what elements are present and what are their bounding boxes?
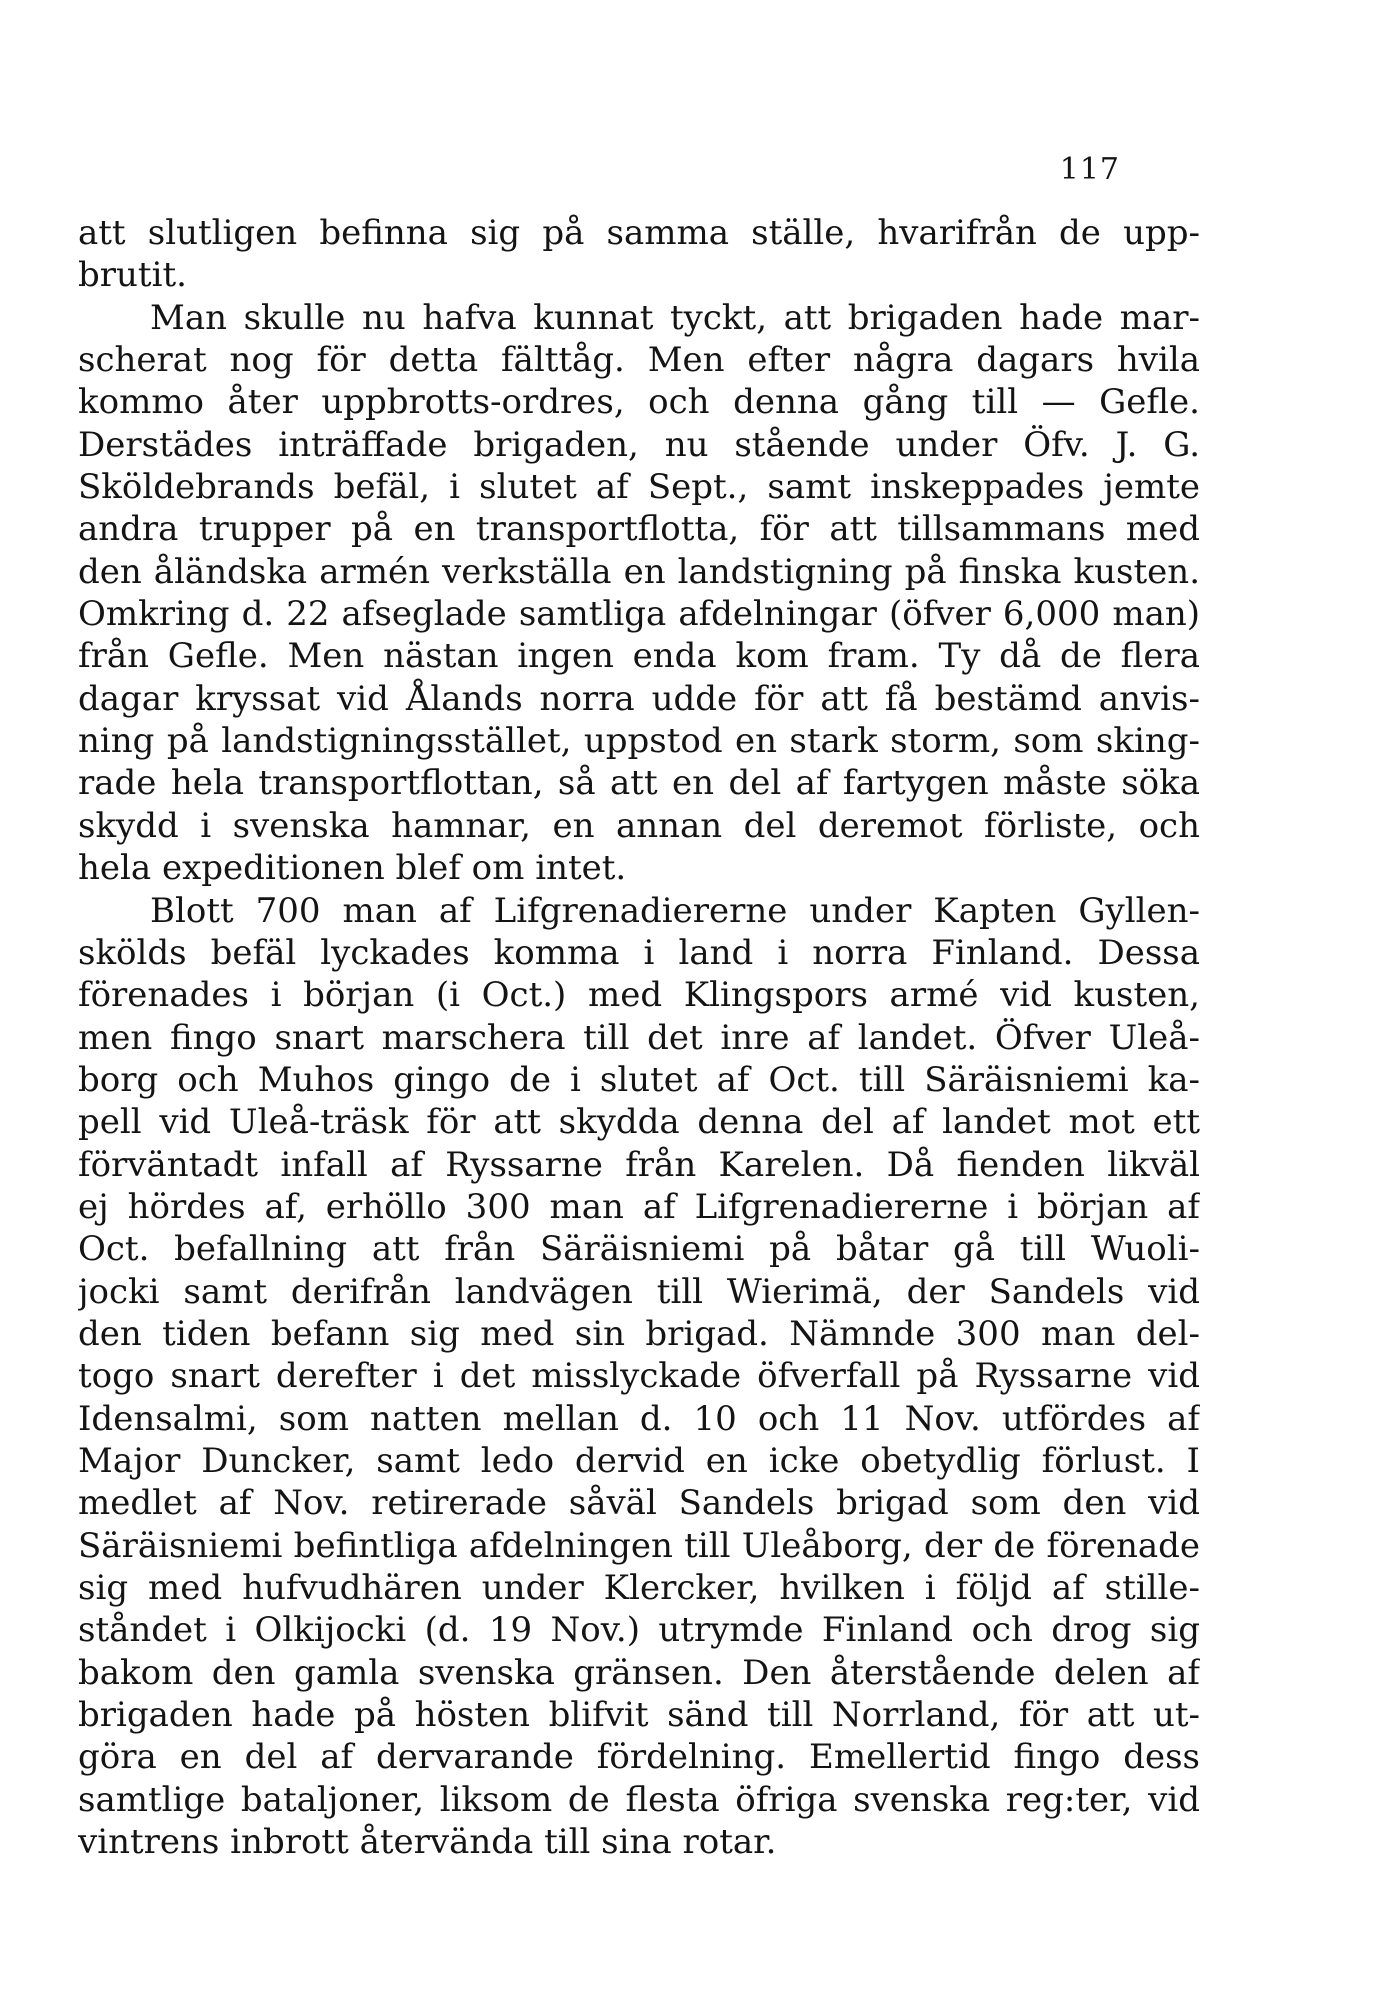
text-line: rade hela transportflottan, så att en del af fartygen måste söka <box>78 763 1200 804</box>
text-line: jocki samt derifrån landvägen till Wierimä, der Sandels vid <box>78 1271 1200 1312</box>
text-line: dagar kryssat vid Ålands norra udde för att få bestämd anvis- <box>78 678 1200 719</box>
text-line: vintrens inbrott återvända till sina rotar. <box>78 1822 777 1863</box>
text-line: medlet af Nov. retirerade såväl Sandels brigad som den vid <box>78 1483 1200 1524</box>
text-line: förenades i början (i Oct.) med Klingspors armé vid kusten, <box>78 975 1200 1016</box>
text-line: ning på landstigningsstället, uppstod en stark storm, som sking- <box>78 721 1200 762</box>
text-line: men fingo snart marschera till det inre af landet. Öfver Uleå- <box>78 1017 1200 1058</box>
text-line: Sköldebrands befäl, i slutet af Sept., samt inskeppades jemte <box>78 467 1200 508</box>
text-line: Idensalmi, som natten mellan d. 10 och 11 Nov. utfördes af <box>78 1398 1200 1439</box>
text-line: den tiden befann sig med sin brigad. Nämnde 300 man del- <box>78 1313 1200 1354</box>
text-line: brutit. <box>78 255 187 296</box>
text-line: skydd i svenska hamnar, en annan del deremot förliste, och <box>78 805 1200 846</box>
text-line: Blott 700 man af Lifgrenadiererne under Kapten Gyllen- <box>150 890 1200 931</box>
text-line: bakom den gamla svenska gränsen. Den återstående delen af <box>78 1652 1200 1693</box>
text-line: togo snart derefter i det misslyckade öfverfall på Ryssarne vid <box>78 1356 1200 1397</box>
body-text <box>78 212 1200 1863</box>
text-line: hela expeditionen blef om intet. <box>78 848 627 889</box>
text-line: skölds befäl lyckades komma i land i norra Finland. Dessa <box>78 932 1200 973</box>
text-line: borg och Muhos gingo de i slutet af Oct. till Säräisniemi ka- <box>78 1059 1200 1100</box>
text-line: göra en del af dervarande fördelning. Emellertid fingo dess <box>78 1737 1200 1778</box>
text-line: Säräisniemi befintliga afdelningen till Uleåborg, der de förenade <box>78 1525 1200 1566</box>
text-line: förväntadt infall af Ryssarne från Karelen. Då fienden likväl <box>78 1144 1200 1185</box>
text-line: Omkring d. 22 afseglade samtliga afdelningar (öfver 6,000 man) <box>78 594 1200 635</box>
text-line: kommo åter uppbrotts-ordres, och denna gång till — Gefle. <box>78 382 1200 423</box>
text-line: Derstädes inträffade brigaden, nu stående under Öfv. J. G. <box>78 424 1200 465</box>
text-line: Major Duncker, samt ledo dervid en icke obetydlig förlust. I <box>78 1440 1200 1481</box>
text-line: ej hördes af, erhöllo 300 man af Lifgrenadiererne i början af <box>78 1186 1200 1227</box>
text-line: den åländska armén verkställa en landstigning på finska kusten. <box>78 551 1200 592</box>
text-line: scherat nog för detta fälttåg. Men efter några dagars hvila <box>78 340 1200 381</box>
text-line: ståndet i Olkijocki (d. 19 Nov.) utrymde Finland och drog sig <box>78 1610 1200 1651</box>
text-line: sig med hufvudhären under Klercker, hvilken i följd af stille- <box>78 1568 1200 1608</box>
text-line: att slutligen befinna sig på samma ställe, hvarifrån de upp- <box>78 213 1200 253</box>
text-line: samtlige bataljoner, liksom de flesta öfriga svenska reg:ter, vid <box>78 1779 1200 1820</box>
text-line: Oct. befallning att från Säräisniemi på båtar gå till Wuoli- <box>78 1229 1200 1270</box>
text-line: brigaden hade på hösten blifvit sänd till Norrland, för att ut- <box>78 1695 1200 1736</box>
text-line: Man skulle nu hafva kunnat tyckt, att brigaden hade mar- <box>150 297 1200 338</box>
page-number: 117 <box>1059 152 1120 187</box>
text-line: från Gefle. Men nästan ingen enda kom fram. Ty då de flera <box>78 636 1200 677</box>
text-line: pell vid Uleå-träsk för att skydda denna del af landet mot ett <box>78 1102 1200 1143</box>
text-line: andra trupper på en transportflotta, för att tillsammans med <box>78 509 1200 550</box>
